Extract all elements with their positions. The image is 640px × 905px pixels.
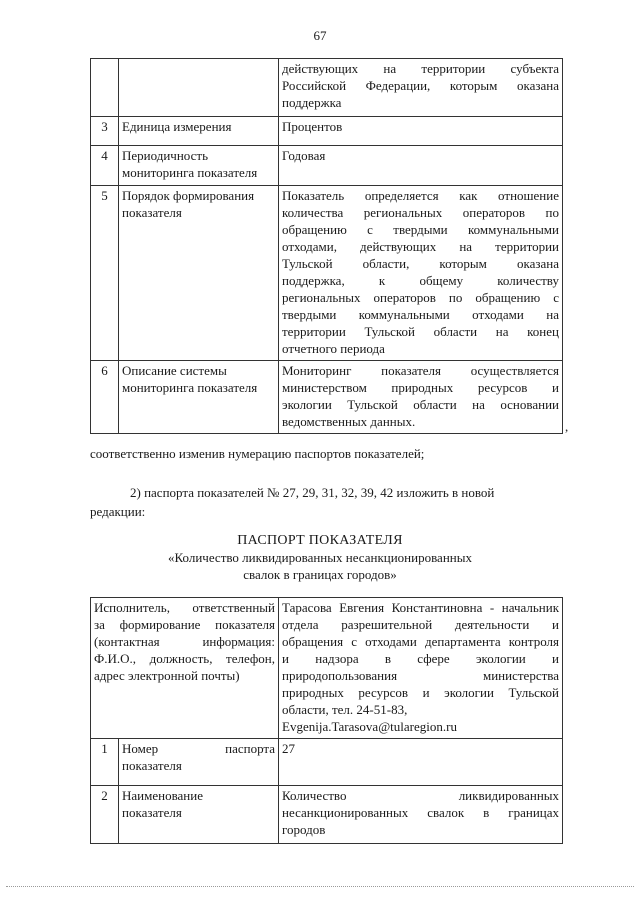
cell-text-line: министерством природных ресурсов и (282, 380, 559, 395)
row-name-cell (119, 361, 279, 434)
cell-text-line (122, 60, 275, 77)
cell-text-line: показателя (122, 805, 182, 820)
cell-text-line: (контактная информация: (94, 634, 276, 649)
cell-text-line: Тарасова Евгения Константиновна - начальник (282, 600, 560, 615)
cell-text-line: за формирование показателя (94, 617, 276, 632)
cell-text-line: экологии Тульской области на основании (282, 397, 559, 412)
cell-text-line: природных ресурсов и экологии Тульской (282, 685, 560, 700)
cell-text-line: региональных операторов по обращению с (282, 290, 559, 305)
table-row (91, 146, 563, 186)
cell-text-line: обращению с твердыми коммунальными (282, 222, 559, 237)
cell-text-line: обращения с отходами департамента контроля (282, 634, 560, 649)
row-number-cell: 2 (91, 786, 119, 844)
cell-text-line: поддержка, к общему количеству (282, 273, 559, 288)
row-name-cell (119, 117, 279, 146)
row-value-cell (279, 361, 563, 434)
paragraph-new-edition-line2: редакции: (90, 504, 146, 519)
cell-text-line: твердыми коммунальными отходами на (282, 307, 559, 322)
passport-title: ПАСПОРТ ПОКАЗАТЕЛЯ (237, 533, 403, 548)
cell-text-line: показателя (122, 758, 182, 773)
cell-text-line: 27 (282, 741, 296, 756)
cell-text-line: городов (282, 822, 326, 837)
cell-text-line: Наименование (122, 788, 203, 803)
cell-text-line: отдела разрешительной деятельности и (282, 617, 560, 632)
passport-subtitle-line1: «Количество ликвидированных несанкционированных (168, 550, 472, 565)
cell-text-line: показателя (122, 205, 182, 220)
row-number-cell: 4 (91, 146, 119, 186)
cell-text-line: Порядок формирования (122, 188, 255, 203)
cell-text-line: действующих на территории субъекта (282, 61, 559, 76)
cell-text-line: Evgenija.Tarasova@tularegion.ru (282, 719, 457, 734)
cell-text-line: несанкционированных свалок в границах (282, 805, 560, 820)
table-row (91, 59, 563, 117)
table1-body (91, 59, 563, 434)
row-number-cell: 6 (91, 361, 119, 434)
row-name-cell (119, 186, 279, 361)
indicator-passport-table (90, 597, 563, 844)
row-name-cell (119, 59, 279, 117)
row-value-cell (279, 186, 563, 361)
paragraph-renumbering: соответственно изменив нумерацию паспортов показателей; (90, 446, 425, 461)
executor-label-cell (91, 598, 279, 739)
cell-text-line: мониторинга показателя (122, 165, 258, 180)
cell-text-line: адрес электронной почты) (94, 668, 240, 683)
cell-text-line: Описание системы (122, 363, 227, 378)
row-number-cell: 3 (91, 117, 119, 146)
row-name-cell (119, 146, 279, 186)
cell-text-line: ведомственных данных. (282, 414, 416, 429)
executor-row (91, 598, 563, 739)
cell-text-line: Единица измерения (122, 119, 232, 134)
scan-artifact-dotted-line (6, 886, 634, 888)
cell-text-line: Количество ликвидированных (282, 788, 560, 803)
row-number-cell: 1 (91, 739, 119, 786)
row-value-cell (279, 739, 563, 786)
cell-text-line: территории Тульской области на конец (282, 324, 559, 339)
cell-text-line: отходами, действующих на территории (282, 239, 559, 254)
cell-text-line: области, тел. 24-51-83, (282, 702, 408, 717)
row-name-cell (119, 786, 279, 844)
cell-text-line: Годовая (282, 148, 326, 163)
cell-text-line: Мониторинг показателя осуществляется (282, 363, 559, 378)
cell-text-line: Процентов (282, 119, 343, 134)
cell-text-line: природопользования министерства (282, 668, 560, 683)
cell-text-line: отчетного периода (282, 341, 385, 356)
row-number-cell: 5 (91, 186, 119, 361)
table-row (91, 186, 563, 361)
cell-text-line: мониторинга показателя (122, 380, 258, 395)
table-row (91, 117, 563, 146)
table-row (91, 786, 563, 844)
row-value-cell (279, 117, 563, 146)
paragraph-new-edition-line1: 2) паспорта показателей № 27, 29, 31, 32, 39, 42 изложить в новой (130, 485, 495, 500)
cell-text-line: и надзора в сфере экологии и (282, 651, 560, 666)
table2-body (91, 598, 563, 844)
row-value-cell (279, 59, 563, 117)
executor-value-cell (279, 598, 563, 739)
cell-text-line: Периодичность (122, 148, 209, 163)
trailing-comma: , (565, 419, 569, 434)
cell-text-line: Российской Федерации, которым оказана (282, 78, 559, 93)
table-row (91, 361, 563, 434)
cell-text-line: количества региональных операторов по (282, 205, 559, 220)
cell-text-line: Исполнитель, ответственный (94, 600, 276, 615)
cell-text-line: Ф.И.О., должность, телефон, (94, 651, 276, 666)
cell-text-line: Тульской области, которым оказана (282, 256, 559, 271)
table-row (91, 739, 563, 786)
cell-text-line: поддержка (282, 95, 342, 110)
row-value-cell (279, 146, 563, 186)
indicator-passport-table-continued (90, 58, 563, 434)
passport-subtitle-line2: свалок в границах городов» (243, 567, 397, 582)
row-name-cell (119, 739, 279, 786)
cell-text-line: Номер паспорта (122, 741, 276, 756)
cell-text-line: Показатель определяется как отношение (282, 188, 559, 203)
row-number-cell (91, 59, 119, 117)
page-number: 67 (313, 28, 327, 43)
row-value-cell (279, 786, 563, 844)
